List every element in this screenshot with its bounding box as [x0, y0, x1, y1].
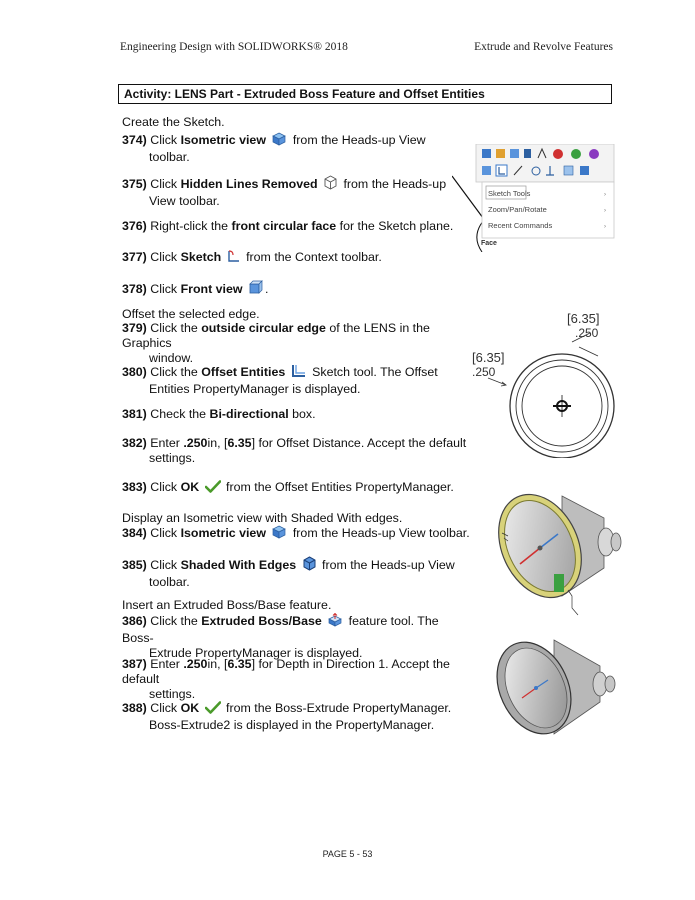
step-380: 380) Click the Offset Entities Sketch tool. The Offset Entities PropertyManager is displayed.: [122, 365, 438, 396]
step-375: 375) Click Hidden Lines Removed from the Heads-up View toolbar.: [122, 177, 447, 208]
step-382: 382) Enter .250in, [6.35] for Offset Distance. Accept the default settings.: [122, 436, 467, 465]
step-379: 379) Click the outside circular edge of the LENS in the Graphics window.: [122, 321, 430, 365]
step-374: 374) Click Isometric view from the Heads-up View toolbar.: [122, 133, 426, 164]
sketch-icon: [227, 249, 241, 267]
context-menu-sketch-tools[interactable]: Sketch Tools: [488, 189, 531, 198]
dimension-mm-upper: [6.35]: [567, 311, 600, 326]
running-header-right: Extrude and Revolve Features: [474, 41, 613, 53]
section-intro-isometric: Display an Isometric view with Shaded With edges.: [122, 511, 403, 525]
front-view-icon: [248, 280, 263, 299]
running-header-left: Engineering Design with SOLIDWORKS® 2018: [120, 41, 348, 53]
step-377: 377) Click Sketch from the Context toolbar.: [122, 249, 472, 267]
pointer-line: [452, 176, 486, 222]
ok-checkmark-icon: [205, 480, 221, 497]
offset-sketch-figure: [462, 300, 622, 458]
svg-text:›: ›: [604, 208, 606, 214]
extruded-boss-icon: [327, 613, 343, 631]
step-384: 384) Click Isometric view from the Heads-up View toolbar.: [122, 525, 482, 543]
page-number: PAGE 5 - 53: [322, 849, 373, 859]
dimension-inch-upper: .250: [575, 326, 599, 340]
step-383: 383) Click OK from the Offset Entities PropertyManager.: [122, 480, 482, 497]
section-intro-offset: Offset the selected edge.: [122, 307, 260, 321]
context-menu-recent-commands[interactable]: Recent Commands: [488, 221, 553, 230]
step-385: 385) Click Shaded With Edges from the Heads-up View toolbar.: [122, 558, 455, 589]
svg-text:›: ›: [604, 192, 606, 198]
svg-text:›: ›: [604, 224, 606, 230]
step-386: 386) Click the Extruded Boss/Base feature tool. The Boss- Extrude PropertyManager is displayed.: [122, 614, 439, 660]
ok-checkmark-icon: [205, 701, 221, 718]
offset-entities-icon: [291, 364, 307, 382]
step-378: 378) Click Front view .: [122, 280, 472, 299]
section-intro-extrude: Insert an Extruded Boss/Base feature.: [122, 598, 332, 612]
context-toolbar-figure: [452, 144, 617, 252]
section-intro-create-sketch: Create the Sketch.: [122, 115, 225, 129]
step-387: 387) Enter .250in, [6.35] for Depth in Direction 1. Accept the default settings.: [122, 657, 450, 701]
isometric-view-icon: [271, 525, 287, 543]
lens-extruded-figure: [492, 630, 622, 740]
step-381: 381) Check the Bi-directional box.: [122, 407, 316, 421]
step-388: 388) Click OK from the Boss-Extrude PropertyManager. Boss-Extrude2 is displayed in the PropertyManager.: [122, 701, 452, 732]
activity-title: Activity: LENS Part - Extruded Boss Feature and Offset Entities: [118, 84, 612, 104]
isometric-view-icon: [271, 132, 287, 150]
dimension-inch-lower: .250: [472, 365, 496, 379]
dimension-mm-lower: [6.35]: [472, 350, 505, 365]
hidden-lines-removed-icon: [323, 175, 338, 194]
lens-shaded-sketch-figure: [492, 478, 622, 628]
context-menu-face-label: Face: [481, 240, 497, 247]
shaded-with-edges-icon: [302, 556, 317, 575]
context-menu-zoom-pan-rotate[interactable]: Zoom/Pan/Rotate: [488, 205, 547, 214]
step-376: 376) Right-click the front circular face for the Sketch plane.: [122, 219, 454, 233]
